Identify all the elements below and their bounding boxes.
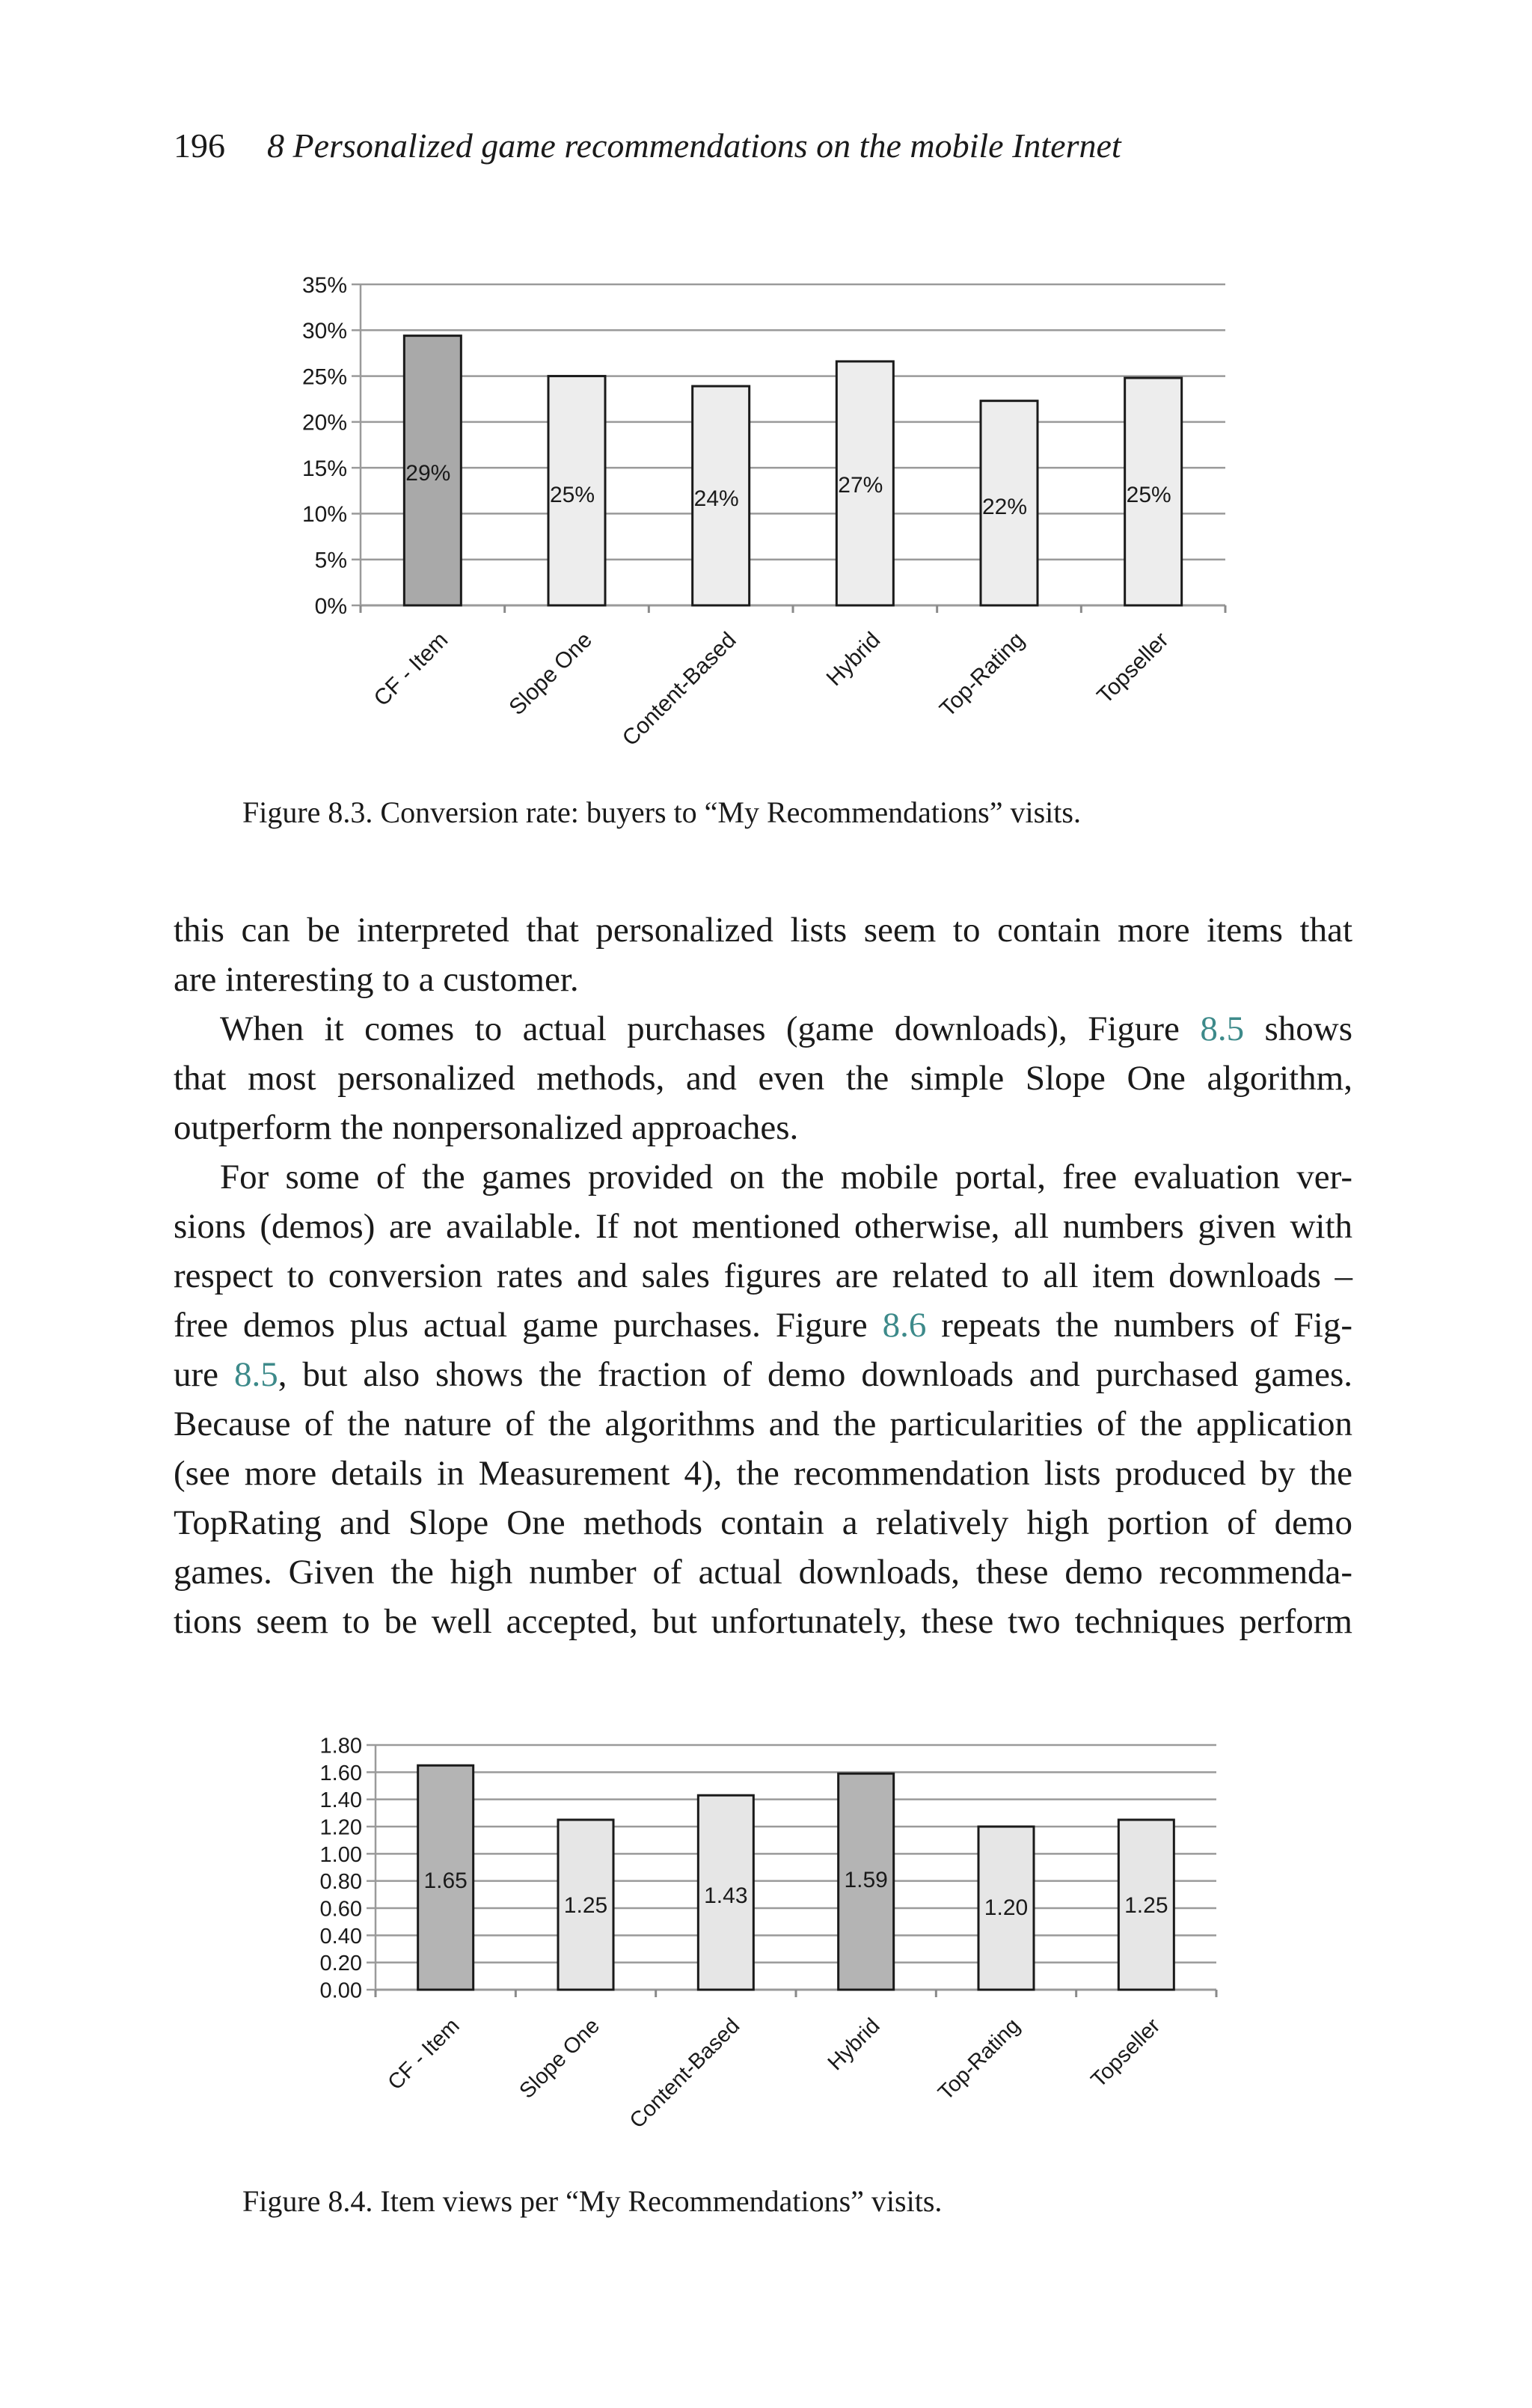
x-category-label: Slope One bbox=[515, 2014, 604, 2103]
text-segment: are interesting to a customer. bbox=[174, 960, 579, 999]
figure-reference-link[interactable]: 8.5 bbox=[233, 1355, 278, 1394]
text-line bbox=[174, 1301, 1352, 1350]
bar-data-label: 1.25 bbox=[563, 1893, 608, 1918]
x-category-label: Hybrid bbox=[823, 2014, 885, 2076]
text-line bbox=[174, 1597, 1352, 1646]
y-tick-label: 1.80 bbox=[319, 1734, 362, 1758]
text-segment: free demos plus actual game purchases. Figure bbox=[174, 1306, 883, 1345]
bar-data-label: 1.59 bbox=[844, 1868, 888, 1892]
page-number: 196 bbox=[174, 126, 225, 165]
y-tick-label: 1.20 bbox=[319, 1815, 362, 1840]
y-tick-label: 0.00 bbox=[319, 1978, 362, 2003]
text-line bbox=[174, 1103, 1352, 1152]
x-category-label: CF - Item bbox=[383, 2014, 465, 2095]
figure-8-4-chart bbox=[0, 1721, 1272, 2170]
figure-8-4-caption: Figure 8.4. Item views per “My Recommendations” visits. bbox=[242, 2184, 943, 2218]
text-segment: For some of the games provided on the mobile portal, free evaluation ver- bbox=[220, 1158, 1352, 1197]
text-line bbox=[174, 1202, 1352, 1251]
y-tick-label: 0% bbox=[314, 593, 347, 619]
y-tick-label: 1.60 bbox=[319, 1761, 362, 1785]
text-segment: this can be interpreted that personalized lists seem to contain more items that bbox=[174, 911, 1352, 950]
x-category-label: Hybrid bbox=[821, 627, 886, 691]
text-line bbox=[174, 1054, 1352, 1103]
y-tick-label: 20% bbox=[301, 410, 347, 436]
text-segment: (see more details in Measurement 4), the recommendation lists produced by the bbox=[174, 1454, 1352, 1493]
bar-data-label: 27% bbox=[838, 473, 883, 498]
bar-data-label: 1.25 bbox=[1124, 1893, 1168, 1918]
text-line bbox=[174, 955, 1352, 1004]
running-title: 8 Personalized game recommendations on the mobile Internet bbox=[267, 126, 1121, 165]
text-segment: , but also shows the fraction of demo downloads and purchased games. bbox=[278, 1355, 1352, 1394]
text-line bbox=[174, 1004, 1352, 1054]
text-line bbox=[174, 1350, 1352, 1399]
y-tick-label: 15% bbox=[301, 456, 347, 481]
x-category-label: Content-Based bbox=[625, 2014, 745, 2133]
text-segment: games. Given the high number of actual downloads, these demo recommenda- bbox=[174, 1553, 1352, 1592]
bar-data-label: 1.65 bbox=[423, 1868, 468, 1893]
y-tick-label: 30% bbox=[301, 319, 347, 344]
text-line bbox=[174, 905, 1352, 955]
bar-data-label: 1.20 bbox=[984, 1895, 1029, 1920]
text-segment: TopRating and Slope One methods contain a relatively high portion of demo bbox=[174, 1503, 1352, 1542]
text-segment: ure bbox=[174, 1355, 234, 1394]
x-category-label: Slope One bbox=[504, 627, 597, 721]
text-segment: that most personalized methods, and even the simple Slope One algorithm, bbox=[174, 1059, 1352, 1098]
text-line bbox=[174, 1547, 1352, 1597]
y-tick-label: 0.80 bbox=[319, 1870, 362, 1895]
y-tick-label: 10% bbox=[301, 502, 347, 528]
y-tick-label: 1.00 bbox=[319, 1842, 362, 1867]
y-tick-label: 35% bbox=[301, 272, 347, 298]
y-tick-label: 0.60 bbox=[319, 1897, 362, 1922]
bar-data-label: 25% bbox=[549, 483, 595, 507]
x-category-label: Topseller bbox=[1092, 627, 1174, 709]
x-category-label: Top-Rating bbox=[934, 2014, 1025, 2106]
bar-data-label: 1.43 bbox=[704, 1883, 748, 1908]
y-tick-label: 1.40 bbox=[319, 1788, 362, 1813]
x-category-label: CF - Item bbox=[369, 627, 453, 712]
figure-reference-link[interactable]: 8.5 bbox=[1200, 1009, 1245, 1048]
text-line bbox=[174, 1152, 1352, 1202]
running-header bbox=[174, 126, 1121, 165]
text-line bbox=[174, 1399, 1352, 1449]
figure-reference-link[interactable]: 8.6 bbox=[882, 1306, 927, 1345]
bar-data-label: 22% bbox=[981, 495, 1028, 519]
text-segment: outperform the nonpersonalized approaches. bbox=[174, 1108, 799, 1147]
y-tick-label: 5% bbox=[314, 548, 347, 573]
text-line bbox=[174, 1449, 1352, 1498]
bar-data-label: 25% bbox=[1126, 483, 1171, 507]
text-line bbox=[174, 1498, 1352, 1547]
figure-8-3-chart bbox=[0, 254, 1272, 778]
figure-8-3-caption: Figure 8.3. Conversion rate: buyers to “My Recommendations” visits. bbox=[242, 795, 1081, 829]
y-tick-label: 0.40 bbox=[319, 1924, 362, 1949]
text-segment: shows bbox=[1244, 1009, 1352, 1048]
y-tick-label: 0.20 bbox=[319, 1952, 362, 1976]
x-category-label: Topseller bbox=[1086, 2014, 1165, 2093]
text-segment: tions seem to be well accepted, but unfortunately, these two techniques perform bbox=[174, 1602, 1352, 1641]
x-category-label: Content-Based bbox=[617, 627, 741, 751]
text-segment: respect to conversion rates and sales figures are related to all item downloads – bbox=[174, 1256, 1352, 1295]
body-text bbox=[174, 905, 1352, 1646]
text-segment: Because of the nature of the algorithms and the particularities of the application bbox=[174, 1405, 1352, 1443]
text-segment: repeats the numbers of Fig- bbox=[926, 1306, 1352, 1345]
text-segment: When it comes to actual purchases (game downloads), Figure bbox=[220, 1009, 1201, 1048]
y-tick-label: 25% bbox=[301, 364, 347, 390]
x-category-label: Top-Rating bbox=[935, 627, 1029, 722]
bar-data-label: 29% bbox=[405, 461, 451, 486]
text-line bbox=[174, 1251, 1352, 1301]
text-segment: sions (demos) are available. If not mentioned otherwise, all numbers given with bbox=[174, 1207, 1352, 1246]
bar-data-label: 24% bbox=[693, 486, 739, 511]
